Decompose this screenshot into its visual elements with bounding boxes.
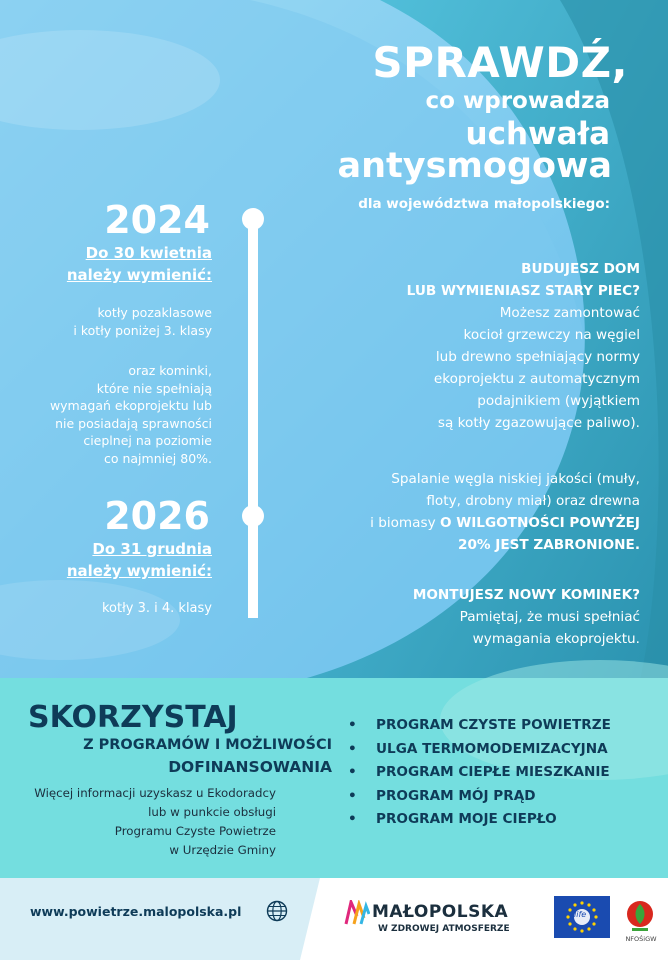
block-heading: BUDUJESZ DOM xyxy=(521,261,640,277)
list-item: • PROGRAM CZYSTE POWIETRZE xyxy=(348,714,611,738)
bullet-icon: • xyxy=(348,740,357,757)
list-item: które nie spełniają xyxy=(96,380,212,396)
block-text: Możesz zamontować xyxy=(499,305,640,321)
malopolska-logo-subtitle: W ZDROWEJ ATMOSFERZE xyxy=(378,924,510,934)
life-label: life xyxy=(574,910,587,919)
block-text: lub drewno spełniający normy xyxy=(435,349,640,365)
year-2026: 2026 xyxy=(104,494,210,538)
info-block-fireplace xyxy=(413,584,640,650)
malopolska-logo-title: MAŁOPOLSKA xyxy=(372,902,509,922)
block-text: floty, drobny miał) oraz drewna xyxy=(426,493,640,509)
block-text: i biomasy xyxy=(370,515,440,531)
info-line: w Urzędzie Gminy xyxy=(169,843,276,857)
year-2024: 2024 xyxy=(104,198,210,242)
globe-icon xyxy=(266,900,288,922)
header-line-2: co wprowadza xyxy=(425,88,610,114)
programs-subtitle-2: DOFINANSOWANIA xyxy=(168,758,332,776)
header-line-4: antysmogowa xyxy=(337,146,612,186)
block-text: Pamiętaj, że musi spełniać xyxy=(459,609,640,625)
contact-info xyxy=(0,784,276,860)
list-2024-a xyxy=(12,304,212,339)
block-heading: MONTUJESZ NOWY KOMINEK? xyxy=(412,587,640,603)
list-item: co najmniej 80%. xyxy=(103,450,212,466)
block-text: są kotły zgazowujące paliwo). xyxy=(437,415,640,431)
info-line: lub w punkcie obsługi xyxy=(148,805,276,819)
list-item: oraz kominki, xyxy=(128,363,212,378)
header-line-3: uchwała xyxy=(465,116,610,152)
block-text: podajnikiem (wyjątkiem xyxy=(477,393,640,409)
info-block-new-house xyxy=(407,258,640,434)
list-item: • PROGRAM MÓJ PRĄD xyxy=(348,785,611,809)
timeline-dot-2024 xyxy=(242,208,264,230)
deadline-2026 xyxy=(67,538,212,582)
malopolska-logo-icon xyxy=(344,900,370,926)
programs-list xyxy=(348,714,611,832)
programs-title: SKORZYSTAJ xyxy=(28,700,238,735)
list-item: i kotły poniżej 3. klasy xyxy=(73,322,212,338)
bullet-icon: • xyxy=(348,764,357,780)
block-text: ekoprojektu z automatycznym xyxy=(433,371,640,387)
deadline-2024-date: Do 30 kwietnia xyxy=(85,244,212,262)
list-item: cieplnej na poziomie xyxy=(83,433,212,448)
info-block-fuel-ban xyxy=(370,468,640,556)
block-text: kocioł grzewczy na węgiel xyxy=(463,327,640,343)
block-text: Spalanie węgla niskiej jakości (muły, xyxy=(391,471,640,487)
list-item: wymagań ekoprojektu lub xyxy=(49,398,212,413)
bullet-icon: • xyxy=(348,787,357,804)
info-line: Więcej informacji uzyskasz u Ekodoradcy xyxy=(34,786,276,800)
website-link[interactable]: www.powietrze.malopolska.pl xyxy=(30,904,242,919)
list-item: kotły pozaklasowe xyxy=(97,305,212,320)
header-title: SPRAWDŹ, xyxy=(372,38,628,87)
list-2024-b xyxy=(12,362,212,467)
timeline-line xyxy=(248,218,258,618)
deadline-2026-date: Do 31 grudnia xyxy=(92,540,212,558)
block-text: wymagania ekoprojektu. xyxy=(472,631,640,647)
list-item: nie posiadają sprawności xyxy=(55,415,212,431)
timeline-dot-2026 xyxy=(242,505,264,527)
list-item: • PROGRAM CIEPŁE MIESZKANIE xyxy=(348,761,611,785)
info-line: Programu Czyste Powietrze xyxy=(114,824,276,838)
block-emphasis: 20% JEST ZABRONIONE. xyxy=(458,537,640,553)
programs-subtitle-1: Z PROGRAMÓW I MOŻLIWOŚCI xyxy=(83,737,332,753)
list-2026 xyxy=(12,600,212,618)
list-item: kotły 3. i 4. klasy xyxy=(101,601,212,616)
list-item: • ULGA TERMOMODEMIZACYJNA xyxy=(348,738,611,762)
deadline-2024 xyxy=(67,242,212,286)
deadline-2024-action: należy wymienić: xyxy=(66,266,212,284)
block-emphasis: O WILGOTNOŚCI POWYŻEJ xyxy=(439,515,640,531)
list-item: • PROGRAM MOJE CIEPŁO xyxy=(348,808,611,832)
bullet-icon: • xyxy=(348,811,357,827)
block-heading: LUB WYMIENIASZ STARY PIEC? xyxy=(406,283,640,299)
nfosigw-label: NFOŚiGW xyxy=(625,935,657,943)
bullet-icon: • xyxy=(348,717,357,733)
header-region: dla województwa małopolskiego: xyxy=(358,196,610,212)
deadline-2026-action: należy wymienić: xyxy=(66,562,212,580)
